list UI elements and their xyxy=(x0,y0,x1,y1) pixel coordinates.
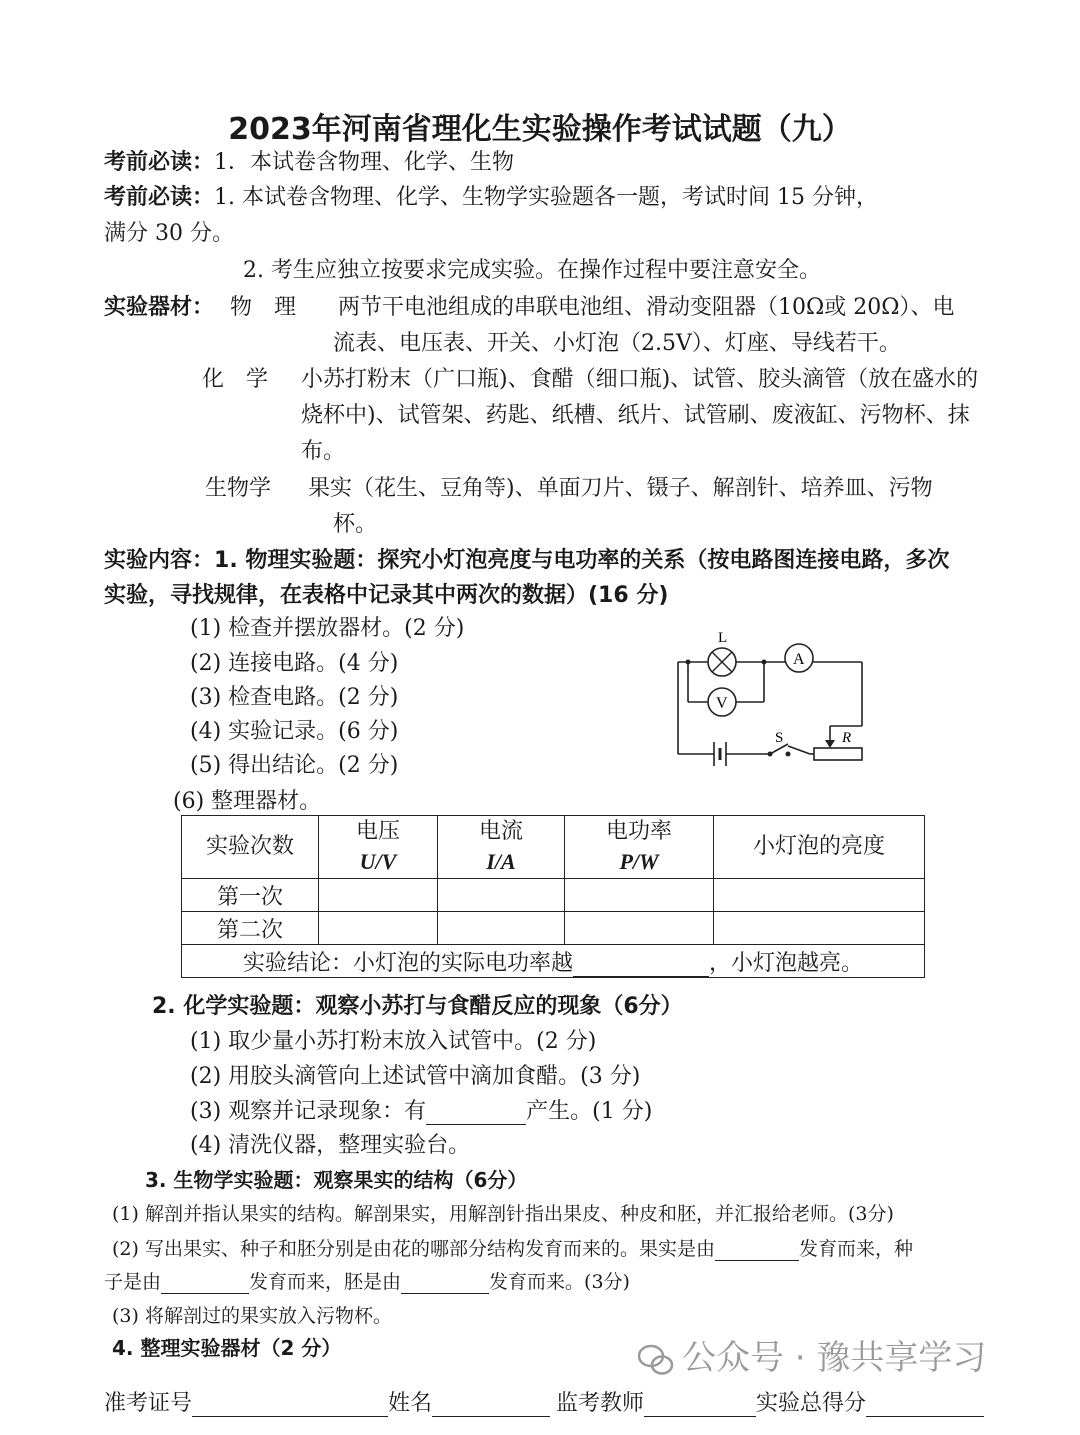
exam-no-blank[interactable] xyxy=(192,1394,388,1417)
row-label: 第二次 xyxy=(182,912,319,945)
lamp-icon xyxy=(708,648,736,676)
table-cell[interactable] xyxy=(714,912,925,945)
col2-unit: I/A xyxy=(486,849,516,874)
equipment-physics-line1: 两节干电池组成的串联电池组、滑动变阻器（10Ω或 20Ω）、电 xyxy=(338,295,955,320)
equipment-physics-line2: 流表、电压表、开关、小灯泡（2.5V）、灯座、导线若干。 xyxy=(333,331,901,356)
table-cell[interactable] xyxy=(438,912,565,945)
equipment-chemistry-line2: 烧杯中)、试管架、药匙、纸槽、纸片、试管刷、废液缸、污物杯、抹 xyxy=(301,403,970,428)
q1-title-line2: 实验，寻找规律，在表格中记录其中两次的数据）(16 分) xyxy=(104,583,669,608)
col1-label: 电压 xyxy=(355,819,400,844)
rheostat-label: R xyxy=(842,730,852,746)
page-title: 2023年河南省理化生实验操作考试试题（九） xyxy=(228,112,852,147)
q1-step: (4) 实验记录。(6 分) xyxy=(190,719,399,744)
equipment-label: 实验器材： xyxy=(104,295,215,320)
circuit-diagram xyxy=(660,620,880,780)
table-row xyxy=(182,912,925,945)
table-cell[interactable] xyxy=(438,879,565,912)
table-cell[interactable] xyxy=(565,912,714,945)
notice-short xyxy=(104,145,514,176)
q1-step: (1) 检查并摆放器材。(2 分) xyxy=(190,616,465,641)
equipment-chemistry-line3: 布。 xyxy=(301,439,346,464)
table-conclusion-row xyxy=(182,945,925,978)
notice-label: 考前必读： xyxy=(104,185,215,210)
footer-teacher-label: 监考教师 xyxy=(556,1391,645,1416)
teacher-blank[interactable] xyxy=(644,1394,756,1417)
switch-label: S xyxy=(775,730,784,746)
q2-step3 xyxy=(190,1094,652,1125)
table-cell[interactable] xyxy=(319,879,438,912)
q3-blank-embryo[interactable] xyxy=(401,1274,489,1294)
q3-s2-pre: (2) 写出果实、种子和胚分别是由花的哪部分结构发育而来的。果实是由 xyxy=(112,1238,715,1260)
footer-score-label: 实验总得分 xyxy=(756,1391,867,1416)
notice-short-label: 考前必读： xyxy=(104,150,215,175)
q1-step: (6) 整理器材。 xyxy=(173,789,322,814)
content-label: 实验内容： xyxy=(104,548,215,573)
col3-label: 电功率 xyxy=(605,819,672,844)
footer-exam-no-label: 准考证号 xyxy=(104,1391,193,1416)
q1-step: (2) 连接电路。(4 分) xyxy=(190,651,399,676)
equipment-chemistry-line1: 小苏打粉末（广口瓶)、食醋（细口瓶)、试管、胶头滴管（放在盛水的 xyxy=(301,367,979,392)
notice-short-text: 1．本试卷含物理、化学、生物 xyxy=(214,150,515,175)
table-header: 实验次数 xyxy=(182,816,319,879)
q3-step: (1) 解剖并指认果实的结构。解剖果实，用解剖针指出果皮、种皮和胚，并汇报给老师。(3分) xyxy=(112,1203,894,1225)
name-blank[interactable] xyxy=(432,1394,550,1417)
q3-blank-fruit[interactable] xyxy=(715,1241,799,1261)
q2-s3-pre: (3) 观察并记录现象：有 xyxy=(190,1099,427,1124)
q3-step2-line2 xyxy=(104,1267,630,1294)
wechat-icon xyxy=(638,1343,674,1377)
col1-unit: U/V xyxy=(359,849,397,874)
q2-step: (2) 用胶头滴管向上述试管中滴加食醋。(3 分) xyxy=(190,1064,641,1089)
q1-step: (3) 检查电路。(2 分) xyxy=(190,685,399,710)
equipment-biology-line1: 果实（花生、豆角等)、单面刀片、镊子、解剖针、培养皿、污物 xyxy=(308,476,933,501)
table-cell[interactable] xyxy=(714,879,925,912)
notice-line3: 2. 考生应独立按要求完成实验。在操作过程中要注意安全。 xyxy=(243,258,821,283)
row-label: 第一次 xyxy=(182,879,319,912)
voltmeter-label: V xyxy=(716,695,728,712)
conclusion-cell xyxy=(182,945,925,978)
q2-s3-post: 产生。(1 分) xyxy=(526,1099,653,1124)
col2-label: 电流 xyxy=(478,819,523,844)
score-blank[interactable] xyxy=(866,1394,984,1417)
q4-title: 4. 整理实验器材（2 分） xyxy=(112,1336,342,1360)
ammeter-label: A xyxy=(793,651,805,668)
footer xyxy=(104,1386,984,1417)
table-row xyxy=(182,879,925,912)
q3-s2-l2a: 子是由 xyxy=(104,1271,162,1293)
q1-step: (5) 得出结论。(2 分) xyxy=(190,753,399,778)
lamp-label: L xyxy=(718,630,728,646)
equipment-chemistry-subject: 化 学 xyxy=(202,367,269,392)
content-line1 xyxy=(104,543,949,574)
rheostat-icon xyxy=(814,726,862,760)
equipment-biology-line2: 杯。 xyxy=(333,512,378,537)
watermark-text: 公众号 · 豫共享学习 xyxy=(682,1338,987,1378)
notice-line1 xyxy=(104,180,878,211)
equipment-physics-subject: 物 理 xyxy=(230,295,297,320)
table-cell[interactable] xyxy=(565,879,714,912)
conclusion-post: ，小灯泡越亮。 xyxy=(709,950,864,976)
q3-s2-l2c: 发育而来。(3分) xyxy=(489,1271,630,1293)
table-cell[interactable] xyxy=(319,912,438,945)
table-header xyxy=(319,816,438,879)
conclusion-pre: 实验结论：小灯泡的实际电功率越 xyxy=(242,950,573,976)
notice-line2: 满分 30 分。 xyxy=(104,221,234,246)
col3-unit: P/W xyxy=(619,849,659,874)
q3-blank-seed[interactable] xyxy=(161,1274,249,1294)
table-header xyxy=(438,816,565,879)
q2-step: (1) 取少量小苏打粉末放入试管中。(2 分) xyxy=(190,1029,597,1054)
footer-name-label: 姓名 xyxy=(388,1391,433,1416)
battery-icon xyxy=(714,742,726,766)
q2-step: (4) 清洗仪器，整理实验台。 xyxy=(190,1133,471,1158)
table-header: 小灯泡的亮度 xyxy=(714,816,925,879)
q1-title-line1: 1. 物理实验题：探究小灯泡亮度与电功率的关系（按电路图连接电路，多次 xyxy=(214,548,950,573)
equipment-biology-subject: 生物学 xyxy=(205,476,272,501)
q3-s2-l2b: 发育而来，胚是由 xyxy=(249,1271,402,1293)
watermark xyxy=(638,1330,986,1379)
record-table xyxy=(181,815,925,978)
table-header xyxy=(565,816,714,879)
q3-step2-line1 xyxy=(112,1234,913,1261)
q3-step: (3) 将解剖过的果实放入污物杯。 xyxy=(112,1305,392,1327)
q2-title: 2. 化学实验题：观察小苏打与食醋反应的现象（6分） xyxy=(152,994,683,1019)
q3-s2-mid: 发育而来，种 xyxy=(798,1238,913,1260)
notice-text1: 1. 本试卷含物理、化学、生物学实验题各一题，考试时间 15 分钟， xyxy=(214,185,878,210)
conclusion-blank[interactable] xyxy=(573,954,709,977)
q2-blank[interactable] xyxy=(426,1102,526,1125)
q3-title: 3. 生物学实验题：观察果实的结构（6分） xyxy=(145,1168,528,1192)
